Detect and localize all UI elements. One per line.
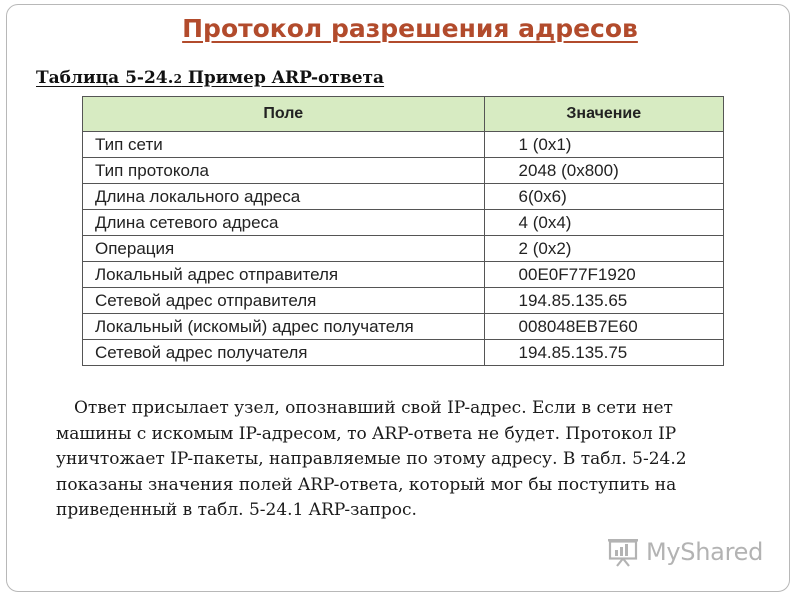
- cell-field: Длина сетевого адреса: [83, 210, 485, 236]
- cell-value: 2 (0x2): [484, 236, 723, 262]
- slide-title: Протокол разрешения адресов: [182, 14, 638, 43]
- cell-value: 1 (0x1): [484, 132, 723, 158]
- caption-suffix: Пример ARP-ответа: [181, 68, 385, 88]
- table-row: [83, 288, 724, 314]
- table-row: [83, 236, 724, 262]
- table-row: [83, 262, 724, 288]
- cell-field: Локальный (искомый) адрес получателя: [83, 314, 485, 340]
- paragraph-line: уничтожает IP-пакеты, направляемые по этому адресу. В табл. 5-24.2: [56, 449, 687, 469]
- caption-small-number: 2: [173, 72, 182, 86]
- paragraph-line: приведенный в табл. 5-24.1 ARP-запрос.: [56, 500, 417, 520]
- table-row: [83, 314, 724, 340]
- cell-value: 194.85.135.65: [484, 288, 723, 314]
- caption-prefix: Таблица 5-24.: [36, 68, 174, 88]
- table-row: [83, 340, 724, 366]
- table-header-row: [83, 97, 724, 132]
- myshared-watermark[interactable]: [606, 536, 763, 568]
- cell-value: 00E0F77F1920: [484, 262, 723, 288]
- header-field: Поле: [83, 97, 485, 132]
- cell-field: Локальный адрес отправителя: [83, 262, 485, 288]
- cell-value: 6(0x6): [484, 184, 723, 210]
- table-row: [83, 184, 724, 210]
- table-row: [83, 210, 724, 236]
- table-row: [83, 158, 724, 184]
- cell-field: Операция: [83, 236, 485, 262]
- watermark-text: MyShared: [646, 538, 764, 566]
- presentation-board-icon: [606, 536, 640, 568]
- body-paragraph: [56, 396, 778, 524]
- paragraph-line: машины с искомым IP-адресом, то ARP-ответа не будет. Протокол IP: [56, 423, 677, 444]
- arp-response-table: [82, 96, 724, 366]
- cell-field: Длина локального адреса: [83, 184, 485, 210]
- cell-field: Сетевой адрес отправителя: [83, 288, 485, 314]
- cell-value: 4 (0x4): [484, 210, 723, 236]
- cell-value: 194.85.135.75: [484, 340, 723, 366]
- cell-field: Тип протокола: [83, 158, 485, 184]
- table-row: [83, 132, 724, 158]
- table-caption: [36, 68, 384, 88]
- cell-field: Сетевой адрес получателя: [83, 340, 485, 366]
- paragraph-line: показаны значения полей ARP-ответа, который мог бы поступить на: [56, 474, 677, 495]
- header-value: Значение: [484, 97, 723, 132]
- paragraph-line: Ответ присылает узел, опознавший свой IP-адрес. Если в сети нет: [74, 398, 673, 418]
- cell-field: Тип сети: [83, 132, 485, 158]
- cell-value: 008048EB7E60: [484, 314, 723, 340]
- cell-value: 2048 (0x800): [484, 158, 723, 184]
